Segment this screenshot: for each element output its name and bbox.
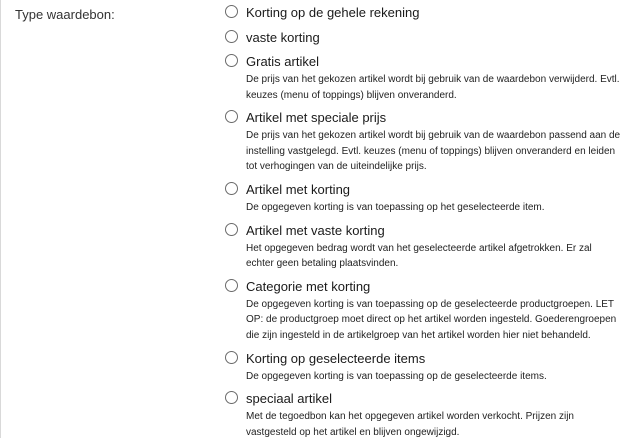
- option-title: vaste korting: [246, 30, 320, 45]
- option-title: speciaal artikel: [246, 391, 332, 407]
- voucher-type-option-special-item[interactable]: [225, 390, 625, 440]
- option-description: De opgegeven korting is van toepassing op de geselecteerde items.: [246, 370, 547, 382]
- radio-button[interactable]: [225, 182, 238, 195]
- voucher-type-option-selected-items-discount[interactable]: [225, 350, 625, 385]
- option-title: Categorie met korting: [246, 278, 371, 294]
- option-title: Artikel met speciale prijs: [246, 110, 387, 126]
- radio-button[interactable]: [225, 5, 238, 18]
- option-title: Korting op de gehele rekening: [246, 5, 420, 20]
- voucher-type-option-fixed-discount[interactable]: [225, 29, 625, 47]
- option-title: Artikel met korting: [246, 181, 351, 197]
- voucher-type-option-item-fixed-discount[interactable]: [225, 222, 625, 272]
- radio-button[interactable]: [225, 391, 238, 404]
- option-description: De prijs van het gekozen artikel wordt bij gebruik van de waardebon verwijderd. Evtl. keuzes (menu of toppings) blijven onveranderd.: [246, 74, 620, 101]
- option-description: De prijs van het gekozen artikel wordt bij gebruik van de waardebon passend aan de instelling vastgelegd. Evtl. keuzes (menu of toppings) blijven onveranderd en leiden tot verhogingen van de uiteindelijke prijs.: [246, 130, 621, 173]
- radio-button[interactable]: [225, 279, 238, 292]
- radio-button[interactable]: [225, 351, 238, 364]
- option-description: Het opgegeven bedrag wordt van het geselecteerde artikel afgetrokken. Er zal echter geen betaling plaatsvinden.: [246, 242, 592, 270]
- radio-button[interactable]: [225, 223, 238, 236]
- option-description: De opgegeven korting is van toepassing op het geselecteerde item.: [246, 201, 545, 213]
- voucher-type-label: Type waardebon:: [15, 7, 115, 22]
- panel-left-border: [0, 0, 1, 438]
- option-description: Met de tegoedbon kan het opgegeven artikel worden verkocht. Prijzen zijn vastgesteld op het artikel en blijven ongewijzigd.: [246, 411, 574, 438]
- voucher-type-radio-group: [225, 4, 625, 440]
- radio-button[interactable]: [225, 54, 238, 67]
- option-title: Artikel met vaste korting: [246, 222, 385, 238]
- voucher-type-option-item-discount[interactable]: [225, 181, 625, 216]
- radio-button[interactable]: [225, 30, 238, 43]
- option-title: Korting op geselecteerde items: [246, 350, 426, 366]
- radio-button[interactable]: [225, 110, 238, 123]
- voucher-type-option-whole-bill[interactable]: [225, 4, 625, 22]
- option-description: De opgegeven korting is van toepassing op de geselecteerde productgroepen. LET OP: de productgroep moet direct op het artikel worden ingesteld. Goederengroepen die zijn ingesteld in de artikelgroep van het artikel worden hier niet behandeld.: [246, 298, 617, 341]
- voucher-type-option-category-discount[interactable]: [225, 278, 625, 344]
- option-title: Gratis artikel: [246, 54, 319, 69]
- voucher-type-option-free-item[interactable]: [225, 53, 625, 103]
- voucher-type-option-special-price[interactable]: [225, 109, 625, 175]
